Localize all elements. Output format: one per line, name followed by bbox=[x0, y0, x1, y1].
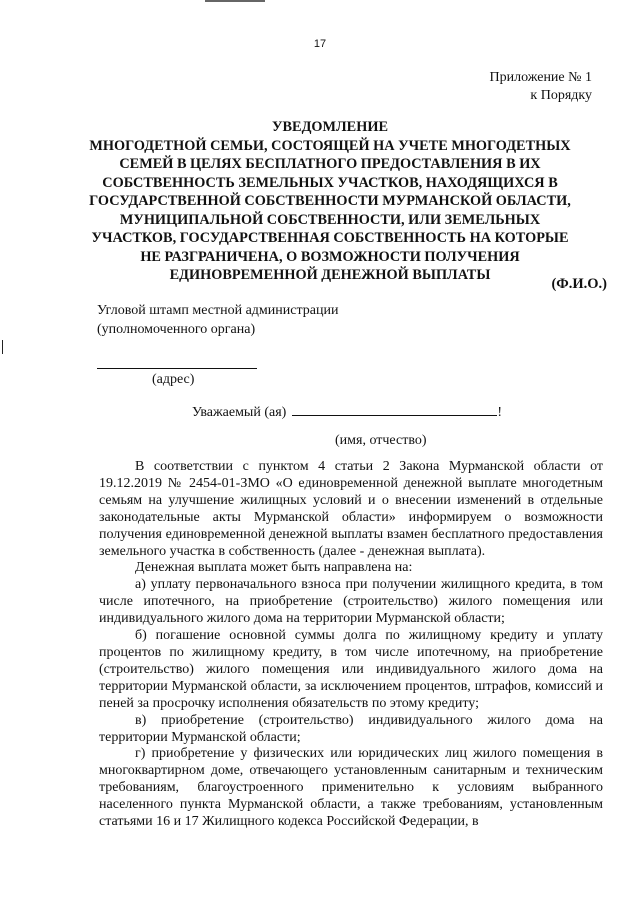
page-number: 17 bbox=[313, 38, 327, 50]
paragraph-item-v: в) приобретение (строительство) индивидуального жилого дома на территории Мурманской области; bbox=[99, 712, 603, 745]
appendix-line-2: к Порядку bbox=[530, 88, 592, 103]
notice-subject: МНОГОДЕТНОЙ СЕМЬИ, СОСТОЯЩЕЙ НА УЧЕТЕ МНОГОДЕТНЫХ СЕМЕЙ В ЦЕЛЯХ БЕСПЛАТНОГО ПРЕДОСТАВЛЕНИЯ В ИХ СОБСТВЕННОСТЬ ЗЕМЕЛЬНЫХ УЧАСТКОВ, НАХОДЯЩИХСЯ В ГОСУДАРСТВЕННОЙ СОБСТВЕННОСТИ МУРМАНСКОЙ ОБЛАСТИ, МУНИЦИПАЛЬНОЙ СОБСТВЕННОСТИ, ИЛИ ЗЕМЕЛЬНЫХ УЧАСТКОВ, ГОСУДАРСТВЕННАЯ СОБСТВЕННОСТЬ НА КОТОРЫЕ НЕ РАЗГРАНИЧЕНА, О ВОЗМОЖНОСТИ ПОЛУЧЕНИЯ ЕДИНОВРЕМЕННОЙ ДЕНЕЖНОЙ ВЫПЛАТЫ bbox=[89, 137, 571, 283]
greeting-prefix: Уважаемый (ая) bbox=[192, 405, 287, 420]
notice-body bbox=[99, 459, 603, 831]
notice-title: УВЕДОМЛЕНИЕ bbox=[272, 119, 388, 135]
paragraph-directions: Денежная выплата может быть направлена на: bbox=[135, 560, 413, 576]
notice-heading bbox=[80, 118, 580, 285]
paragraph-item-b: б) погашение основной суммы долга по жилищному кредиту и уплату процентов по жилищному кредиту, в том числе ипотечному, на приобретение (строительство) жилого помещения или индивидуального жилого дома на территории Мурманской области, за исключением процентов, штрафов, комиссий и пеней за просрочку исполнения обязательств по этому кредиту; bbox=[99, 628, 603, 711]
corner-stamp-label bbox=[97, 301, 338, 339]
address-label: (адрес) bbox=[152, 372, 195, 387]
appendix-line-1: Приложение № 1 bbox=[489, 70, 592, 85]
scan-edge-mark bbox=[205, 0, 265, 2]
paragraph-intro: В соответствии с пунктом 4 статьи 2 Закона Мурманской области от 19.12.2019 № 2454-01-ЗМО «О единовременной денежной выплате многодетным семьям на улучшение жилищных условий и о внесении изменений в отдельные законодательные акты Мурманской области» информируем о возможности получения единовременной денежной выплаты взамен бесплатного предоставления земельного участка в собственность (далее - денежная выплата). bbox=[99, 459, 603, 559]
address-blank-line bbox=[97, 368, 257, 369]
appendix-reference bbox=[490, 69, 593, 105]
stamp-line-2: (уполномоченного органа) bbox=[97, 322, 256, 337]
paragraph-item-g: г) приобретение у физических или юридических лиц жилого помещения в многоквартирном доме, отвечающего установленным санитарным и техническим требованиям, благоустроенного применительно к условиям выбранного населенного пункта Мурманской области, а также требованиям, установленным статьями 16 и 17 Жилищного кодекса Российской Федерации, в bbox=[99, 746, 603, 830]
name-blank-line bbox=[292, 403, 497, 416]
paragraph-item-a: а) уплату первоначального взноса при получении жилищного кредита, в том числе ипотечного, на приобретение (строительство) жилого помещения или индивидуального жилого дома на территории Мурманской области; bbox=[99, 577, 603, 627]
greeting-suffix: ! bbox=[497, 405, 502, 420]
stamp-line-1: Угловой штамп местной администрации bbox=[97, 303, 339, 318]
greeting bbox=[192, 403, 502, 421]
name-label: (имя, отчество) bbox=[335, 433, 427, 448]
margin-mark bbox=[2, 340, 3, 354]
fio-label: (Ф.И.О.) bbox=[551, 276, 607, 292]
